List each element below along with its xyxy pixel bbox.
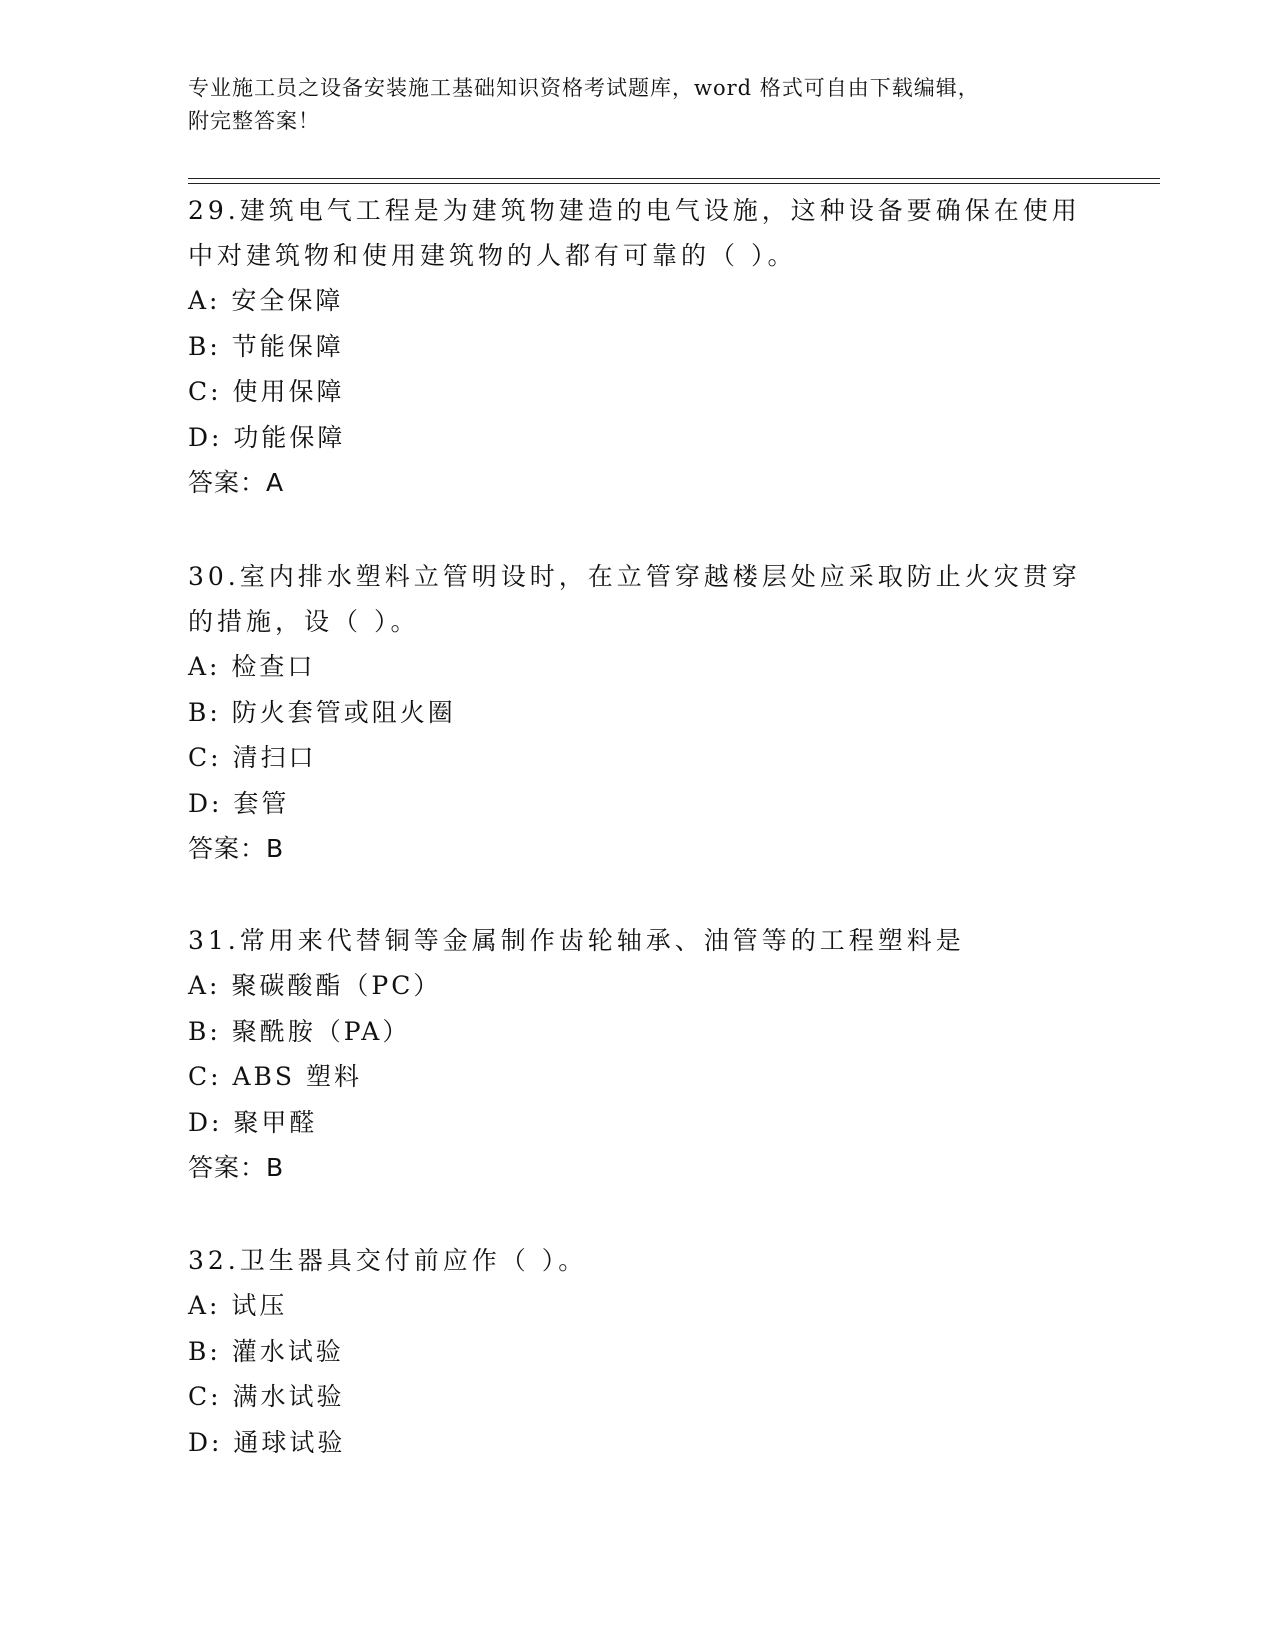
option-d: D: 套管 (188, 788, 290, 818)
question-stem-line: 31.常用来代替铜等金属制作齿轮轴承、油管等的工程塑料是 (188, 926, 965, 955)
header-line-2: 附完整答案！ (188, 109, 320, 133)
question-30 (188, 554, 1088, 872)
header-divider-top (188, 178, 1160, 179)
answer-label: 答案：A (188, 468, 285, 497)
option-d: D: 聚甲醛 (188, 1107, 318, 1137)
answer-label: 答案：B (188, 1153, 285, 1182)
question-stem-line: 30.室内排水塑料立管明设时，在立管穿越楼层处应采取防止火灾贯穿 (188, 562, 1081, 591)
question-stem-line: 32.卫生器具交付前应作（ ）。 (188, 1246, 588, 1275)
option-a: A: 聚碳酸酯（PC） (188, 971, 442, 1000)
document-header (188, 72, 1068, 138)
option-c: C: ABS 塑料 (188, 1062, 362, 1091)
question-31 (188, 918, 1088, 1191)
question-stem-line: 29.建筑电气工程是为建筑物建造的电气设施，这种设备要确保在使用 (188, 196, 1081, 225)
question-32 (188, 1238, 1088, 1465)
header-divider-bottom (188, 183, 1160, 184)
option-b: B: 节能保障 (188, 331, 344, 361)
question-stem-line: 中对建筑物和使用建筑物的人都有可靠的（ ）。 (188, 241, 797, 270)
option-c: C: 清扫口 (188, 743, 317, 772)
option-a: A: 试压 (188, 1291, 288, 1320)
option-d: D: 功能保障 (188, 422, 346, 452)
option-c: C: 满水试验 (188, 1382, 345, 1411)
option-d: D: 通球试验 (188, 1427, 346, 1457)
header-line-1: 专业施工员之设备安装施工基础知识资格考试题库，word 格式可自由下载编辑， (188, 76, 980, 100)
answer-label: 答案：B (188, 834, 285, 863)
option-b: B: 防火套管或阻火圈 (188, 697, 456, 727)
option-a: A: 安全保障 (188, 286, 344, 315)
question-29 (188, 188, 1088, 506)
option-b: B: 聚酰胺（PA） (188, 1016, 411, 1046)
option-a: A: 检查口 (188, 652, 316, 681)
question-stem-line: 的措施，设（ ）。 (188, 607, 420, 636)
option-b: B: 灌水试验 (188, 1336, 344, 1366)
option-c: C: 使用保障 (188, 377, 345, 406)
